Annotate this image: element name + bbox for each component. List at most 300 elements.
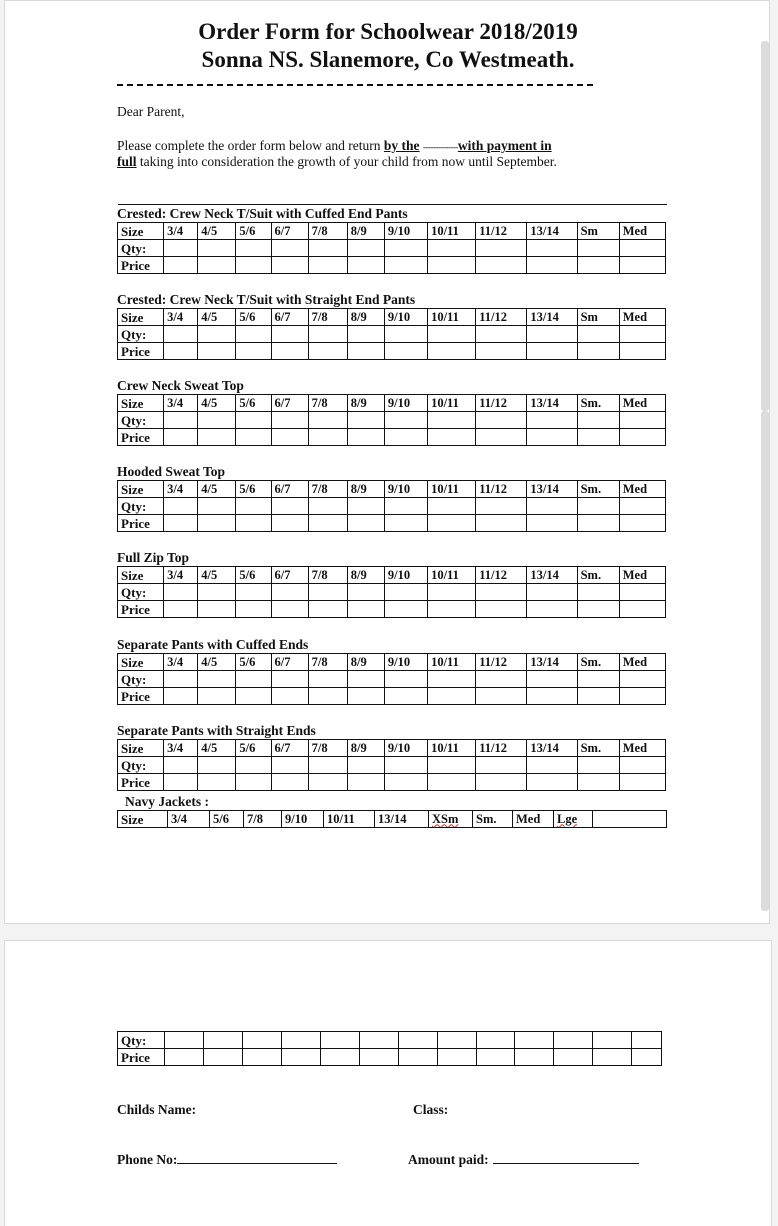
price-input-cell[interactable] [577,343,619,360]
price-input-cell[interactable] [308,257,347,274]
qty-row [118,412,666,429]
qty-input-cell[interactable] [198,671,236,688]
qty-input-cell[interactable] [476,498,527,515]
qty-input-cell[interactable] [308,326,347,343]
price-input-cell[interactable] [437,1049,476,1066]
size-cell: Sm. [577,654,619,671]
section-title-jackets: Navy Jackets : [125,794,209,809]
document-page-1 [4,0,770,924]
size-cell: Sm. [577,481,619,498]
qty-input-cell[interactable] [236,671,271,688]
qty-input-cell[interactable] [347,412,384,429]
size-cell: Med [619,654,665,671]
qty-input-cell[interactable] [308,412,347,429]
price-input-cell[interactable] [384,601,427,618]
size-cell: 10/11 [324,811,375,828]
price-input-cell[interactable] [384,343,427,360]
qty-input-cell[interactable] [476,584,527,601]
price-row [118,688,666,705]
qty-input-cell[interactable] [198,412,236,429]
size-cell: 9/10 [282,811,324,828]
size-cell: Sm. [577,740,619,757]
size-cell: 3/4 [164,654,198,671]
qty-input-cell[interactable] [359,1032,398,1049]
price-input-cell[interactable] [236,601,271,618]
price-input-cell[interactable] [428,774,476,791]
price-input-cell[interactable] [271,429,308,446]
section-title: Separate Pants with Straight Ends [117,723,316,738]
size-cell: 10/11 [428,654,476,671]
section-title: Crested: Crew Neck T/Suit with Cuffed End Pants [117,206,408,221]
qty-input-cell[interactable] [198,498,236,515]
qty-input-cell[interactable] [619,671,665,688]
scrollbar-top[interactable] [761,41,769,411]
price-input-cell[interactable] [347,343,384,360]
size-cell: 13/14 [527,223,577,240]
qty-input-cell[interactable] [347,498,384,515]
qty-input-cell[interactable] [428,671,476,688]
price-input-cell[interactable] [476,601,527,618]
qty-input-cell[interactable] [619,240,665,257]
price-input-cell[interactable] [359,1049,398,1066]
qty-input-cell[interactable] [198,584,236,601]
qty-input-cell[interactable] [308,671,347,688]
qty-input-cell[interactable] [242,1032,281,1049]
price-input-cell[interactable] [271,343,308,360]
size-cell: 10/11 [428,223,476,240]
size-cell: 4/5 [198,395,236,412]
size-cell: 3/4 [164,223,198,240]
document-page-2 [4,940,772,1226]
qty-input-cell[interactable] [527,240,577,257]
qty-input-cell[interactable] [384,326,427,343]
price-input-cell[interactable] [347,257,384,274]
size-cell: 7/8 [308,567,347,584]
size-cell: 9/10 [384,309,427,326]
qty-row [118,498,666,515]
size-table [117,566,666,618]
qty-input-cell[interactable] [308,240,347,257]
qty-input-cell[interactable] [271,671,308,688]
price-input-cell[interactable] [619,257,665,274]
qty-input-cell[interactable] [271,757,308,774]
price-input-cell[interactable] [384,257,427,274]
price-input-cell[interactable] [204,1049,243,1066]
price-input-cell[interactable] [476,429,527,446]
qty-label: Qty: [118,584,164,601]
qty-input-cell[interactable] [164,498,198,515]
price-input-cell[interactable] [476,688,527,705]
price-input-cell[interactable] [476,257,527,274]
qty-input-cell[interactable] [165,1032,204,1049]
size-cell: 6/7 [271,740,308,757]
size-cell: 9/10 [384,481,427,498]
qty-input-cell[interactable] [164,584,198,601]
size-cell: 5/6 [236,654,271,671]
price-input-cell[interactable] [308,601,347,618]
size-cell: 5/6 [236,309,271,326]
price-input-cell[interactable] [347,688,384,705]
price-input-cell[interactable] [164,774,198,791]
qty-row [118,1032,662,1049]
price-input-cell[interactable] [347,429,384,446]
qty-input-cell[interactable] [271,498,308,515]
size-cell: 4/5 [198,740,236,757]
price-input-cell[interactable] [281,1049,320,1066]
price-input-cell[interactable] [577,774,619,791]
price-input-cell[interactable] [165,1049,204,1066]
qty-input-cell[interactable] [236,757,271,774]
qty-input-cell[interactable] [577,240,619,257]
qty-input-cell[interactable] [347,584,384,601]
price-input-cell[interactable] [271,688,308,705]
price-input-cell[interactable] [198,343,236,360]
size-cell: 9/10 [384,395,427,412]
size-label: Size [118,740,164,757]
qty-input-cell[interactable] [347,757,384,774]
price-input-cell[interactable] [527,601,577,618]
section-title: Full Zip Top [117,550,190,565]
price-input-cell[interactable] [527,774,577,791]
price-input-cell[interactable] [271,257,308,274]
qty-input-cell[interactable] [428,498,476,515]
size-cell: 11/12 [476,223,527,240]
qty-input-cell[interactable] [577,412,619,429]
qty-row [118,757,666,774]
price-input-cell[interactable] [198,429,236,446]
price-input-cell[interactable] [527,257,577,274]
price-input-cell[interactable] [198,515,236,532]
price-input-cell[interactable] [577,688,619,705]
price-input-cell[interactable] [236,257,271,274]
qty-input-cell[interactable] [527,326,577,343]
qty-row [118,326,666,343]
price-input-cell[interactable] [527,515,577,532]
size-row [118,740,666,757]
size-cell: 7/8 [308,740,347,757]
price-input-cell[interactable] [384,515,427,532]
phone-field[interactable]: Phone No: [117,1152,337,1168]
price-input-cell[interactable] [619,688,665,705]
price-input-cell[interactable] [198,774,236,791]
size-cell: 9/10 [384,567,427,584]
size-cell: 8/9 [347,309,384,326]
qty-input-cell[interactable] [619,326,665,343]
qty-input-cell[interactable] [428,757,476,774]
price-input-cell[interactable] [384,429,427,446]
size-cell: 5/6 [236,481,271,498]
qty-input-cell[interactable] [527,412,577,429]
qty-input-cell[interactable] [577,584,619,601]
size-cell: 10/11 [428,309,476,326]
size-cell: 13/14 [527,567,577,584]
size-cell: Lge [554,811,593,828]
price-input-cell[interactable] [428,601,476,618]
size-cell: 5/6 [236,395,271,412]
size-cell: 13/14 [527,309,577,326]
scrollbar-bottom[interactable] [761,411,769,911]
price-input-cell[interactable] [308,429,347,446]
qty-input-cell[interactable] [577,671,619,688]
price-input-cell[interactable] [164,601,198,618]
price-input-cell[interactable] [476,774,527,791]
price-input-cell[interactable] [198,601,236,618]
qty-input-cell[interactable] [281,1032,320,1049]
qty-input-cell[interactable] [271,240,308,257]
size-cell: Med [619,395,665,412]
size-cell: 4/5 [198,481,236,498]
price-row [118,343,666,360]
price-input-cell[interactable] [632,1049,662,1066]
price-input-cell[interactable] [236,429,271,446]
price-input-cell[interactable] [236,515,271,532]
qty-input-cell[interactable] [619,584,665,601]
size-cell: 13/14 [527,654,577,671]
size-table [117,480,666,532]
size-cell: 3/4 [164,567,198,584]
qty-input-cell[interactable] [428,240,476,257]
qty-input-cell[interactable] [347,671,384,688]
qty-input-cell[interactable] [476,671,527,688]
qty-label: Qty: [118,498,164,515]
qty-input-cell[interactable] [428,326,476,343]
size-cell: Med [619,481,665,498]
size-cell: 6/7 [271,567,308,584]
size-cell: Med [619,567,665,584]
price-input-cell[interactable] [619,515,665,532]
size-cell: 5/6 [236,567,271,584]
price-input-cell[interactable] [619,774,665,791]
size-cell: 7/8 [308,395,347,412]
qty-input-cell[interactable] [384,671,427,688]
qty-input-cell[interactable] [476,412,527,429]
qty-input-cell[interactable] [476,240,527,257]
qty-input-cell[interactable] [164,326,198,343]
qty-input-cell[interactable] [236,240,271,257]
price-input-cell[interactable] [198,257,236,274]
price-row [118,774,666,791]
qty-input-cell[interactable] [384,584,427,601]
price-input-cell[interactable] [476,515,527,532]
price-input-cell[interactable] [515,1049,554,1066]
price-input-cell[interactable] [308,515,347,532]
price-input-cell[interactable] [242,1049,281,1066]
price-input-cell[interactable] [554,1049,593,1066]
price-input-cell[interactable] [577,257,619,274]
qty-input-cell[interactable] [198,757,236,774]
size-label: Size [118,567,164,584]
price-input-cell[interactable] [476,1049,515,1066]
qty-input-cell[interactable] [619,412,665,429]
qty-input-cell[interactable] [204,1032,243,1049]
qty-input-cell[interactable] [236,326,271,343]
qty-input-cell[interactable] [164,412,198,429]
price-input-cell[interactable] [577,429,619,446]
price-input-cell[interactable] [428,688,476,705]
qty-input-cell[interactable] [308,498,347,515]
qty-input-cell[interactable] [271,412,308,429]
qty-input-cell[interactable] [476,326,527,343]
price-input-cell[interactable] [236,343,271,360]
qty-input-cell[interactable] [320,1032,359,1049]
qty-input-cell[interactable] [527,757,577,774]
qty-label: Qty: [118,1032,165,1049]
price-input-cell[interactable] [428,257,476,274]
size-label: Size [118,223,164,240]
size-label: Size [118,309,164,326]
price-row [118,429,666,446]
size-cell: 11/12 [476,309,527,326]
price-row [118,515,666,532]
price-label: Price [118,688,164,705]
qty-input-cell[interactable] [236,498,271,515]
price-input-cell[interactable] [428,429,476,446]
price-input-cell[interactable] [320,1049,359,1066]
size-cell: 13/14 [527,740,577,757]
size-cell: 9/10 [384,223,427,240]
qty-input-cell[interactable] [437,1032,476,1049]
size-cell: 7/8 [308,309,347,326]
price-input-cell[interactable] [619,343,665,360]
section-rule [118,204,667,205]
price-input-cell[interactable] [428,515,476,532]
size-cell: 5/6 [210,811,244,828]
qty-input-cell[interactable] [347,326,384,343]
price-input-cell[interactable] [527,429,577,446]
price-input-cell[interactable] [236,688,271,705]
size-cell: 6/7 [271,654,308,671]
qty-input-cell[interactable] [398,1032,437,1049]
size-cell: 6/7 [271,395,308,412]
qty-input-cell[interactable] [577,326,619,343]
size-cell: 7/8 [308,223,347,240]
price-input-cell[interactable] [164,688,198,705]
qty-input-cell[interactable] [164,240,198,257]
price-input-cell[interactable] [271,774,308,791]
price-input-cell[interactable] [347,601,384,618]
size-table [117,739,666,791]
price-input-cell[interactable] [347,774,384,791]
price-input-cell[interactable] [164,429,198,446]
qty-input-cell[interactable] [236,584,271,601]
qty-input-cell[interactable] [164,671,198,688]
size-cell: Sm [577,309,619,326]
size-row [118,567,666,584]
price-input-cell[interactable] [619,429,665,446]
size-cell: 9/10 [384,654,427,671]
size-cell: 11/12 [476,567,527,584]
price-input-cell[interactable] [308,774,347,791]
price-input-cell[interactable] [236,774,271,791]
section-title: Hooded Sweat Top [117,464,226,479]
price-input-cell[interactable] [476,343,527,360]
size-cell: 6/7 [271,309,308,326]
price-input-cell[interactable] [347,515,384,532]
qty-input-cell[interactable] [577,498,619,515]
qty-input-cell[interactable] [527,584,577,601]
price-label: Price [118,601,164,618]
size-cell: 4/5 [198,654,236,671]
school-name: Sonna NS. Slanemore, Co Westmeath. [201,47,575,72]
price-input-cell[interactable] [577,515,619,532]
form-title: Order Form for Schoolwear 2018/2019 [198,19,578,44]
price-input-cell[interactable] [527,688,577,705]
size-table [117,653,666,705]
qty-input-cell[interactable] [384,412,427,429]
price-input-cell[interactable] [619,601,665,618]
qty-input-cell[interactable] [384,757,427,774]
qty-input-cell[interactable] [384,498,427,515]
size-cell: 10/11 [428,740,476,757]
qty-input-cell[interactable] [476,1032,515,1049]
instructions-line-2: full taking into consideration the growth of your child from now until September. [117,154,557,169]
price-input-cell[interactable] [164,515,198,532]
qty-input-cell[interactable] [476,757,527,774]
price-input-cell[interactable] [308,343,347,360]
size-table [117,308,666,360]
price-input-cell[interactable] [428,343,476,360]
qty-input-cell[interactable] [619,757,665,774]
price-input-cell[interactable] [271,515,308,532]
greeting: Dear Parent, [117,104,185,119]
size-row [118,223,666,240]
price-input-cell[interactable] [198,688,236,705]
qty-input-cell[interactable] [527,498,577,515]
qty-input-cell[interactable] [554,1032,593,1049]
qty-input-cell[interactable] [236,412,271,429]
price-input-cell[interactable] [527,343,577,360]
price-input-cell[interactable] [577,601,619,618]
qty-input-cell[interactable] [428,584,476,601]
qty-input-cell[interactable] [271,326,308,343]
qty-input-cell[interactable] [577,757,619,774]
price-input-cell[interactable] [384,688,427,705]
size-cell: Sm. [577,395,619,412]
qty-input-cell[interactable] [347,240,384,257]
size-cell: 7/8 [308,654,347,671]
amount-paid-field[interactable]: Amount paid: [408,1152,639,1168]
size-cell: 4/5 [198,309,236,326]
qty-input-cell[interactable] [632,1032,662,1049]
qty-input-cell[interactable] [428,412,476,429]
price-input-cell[interactable] [384,774,427,791]
price-label: Price [118,774,164,791]
size-cell: 8/9 [347,481,384,498]
qty-input-cell[interactable] [198,326,236,343]
qty-input-cell[interactable] [515,1032,554,1049]
qty-input-cell[interactable] [308,584,347,601]
price-input-cell[interactable] [593,1049,632,1066]
price-input-cell[interactable] [164,343,198,360]
price-input-cell[interactable] [164,257,198,274]
qty-input-cell[interactable] [527,671,577,688]
price-row [118,257,666,274]
qty-input-cell[interactable] [384,240,427,257]
qty-input-cell[interactable] [308,757,347,774]
price-input-cell[interactable] [308,688,347,705]
qty-input-cell[interactable] [593,1032,632,1049]
jackets-qty-price-table [117,1031,662,1066]
qty-input-cell[interactable] [198,240,236,257]
price-input-cell[interactable] [271,601,308,618]
size-cell: 5/6 [236,223,271,240]
size-row [118,811,667,828]
qty-input-cell[interactable] [164,757,198,774]
qty-input-cell[interactable] [619,498,665,515]
price-input-cell[interactable] [398,1049,437,1066]
qty-input-cell[interactable] [271,584,308,601]
size-cell: 8/9 [347,654,384,671]
